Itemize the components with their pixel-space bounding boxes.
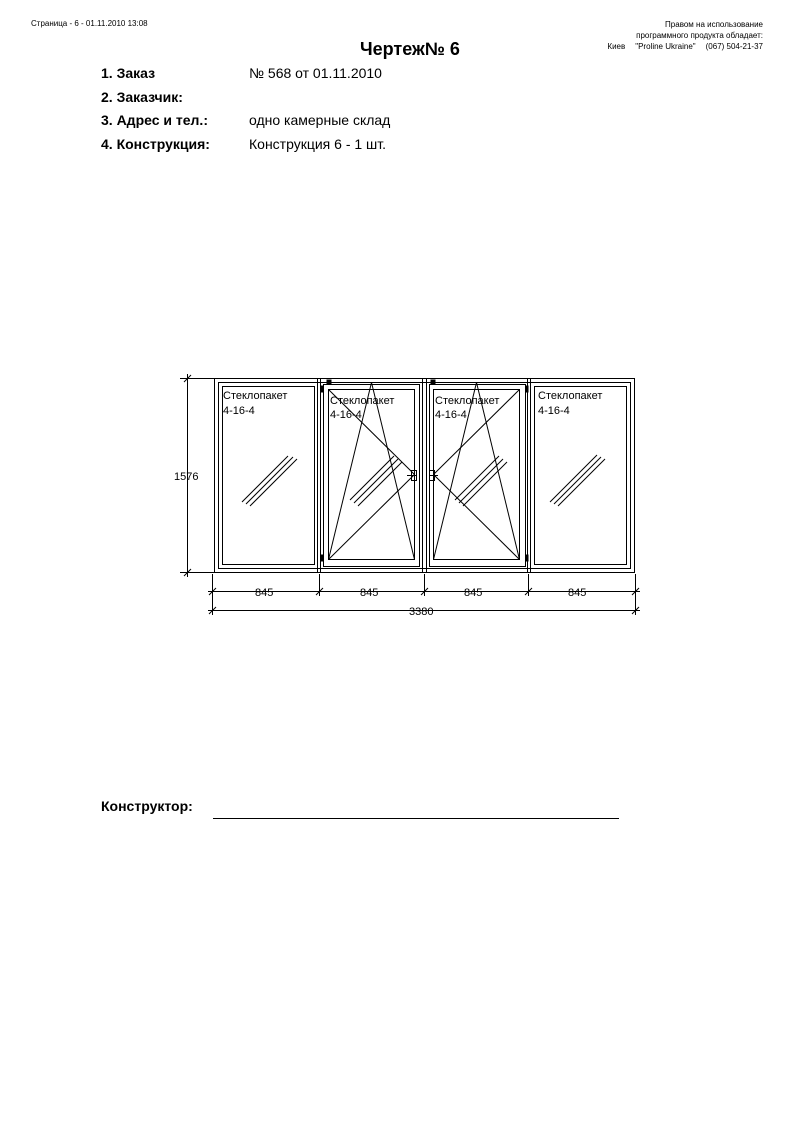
hinge-icons <box>321 380 528 561</box>
height-label: 1576 <box>174 471 199 483</box>
info-label: 3. Адрес и тел.: <box>101 112 208 128</box>
glass-hatch <box>550 455 605 506</box>
opening-line-turn <box>434 475 520 560</box>
copyright-phone: (067) 504-21-37 <box>705 42 763 51</box>
glass-name: Стеклопакет <box>223 390 288 402</box>
glass-spec: 4-16-4 <box>538 405 570 417</box>
info-label: 4. Конструкция: <box>101 135 210 152</box>
glass-spec: 4-16-4 <box>435 409 467 421</box>
glass-hatch <box>350 456 402 506</box>
mullions <box>318 379 531 573</box>
copyright-line-1: Правом на использование <box>665 20 763 29</box>
signature-line <box>213 818 619 819</box>
width-label: 845 <box>360 587 379 599</box>
glass-spec: 4-16-4 <box>223 405 255 417</box>
copyright-line-2: программного продукта обладает: <box>636 31 763 40</box>
glass-spec: 4-16-4 <box>330 409 362 421</box>
handle-icon <box>407 471 417 481</box>
width-label: 845 <box>568 587 587 599</box>
info-label: 1. Заказ <box>101 65 156 81</box>
glass-name: Стеклопакет <box>330 395 395 407</box>
info-value: Конструкция 6 - 1 шт. <box>249 135 387 152</box>
copyright-city: Киев <box>607 42 626 51</box>
glass-name: Стеклопакет <box>435 395 500 407</box>
document-title: Чертеж№ 6 <box>360 39 460 59</box>
page-info: Страница - 6 - 01.11.2010 13:08 <box>31 19 148 28</box>
signature-label: Конструктор: <box>101 798 193 814</box>
info-value: одно камерные склад <box>249 112 391 128</box>
glass-hatch <box>242 456 297 506</box>
info-label: 2. Заказчик: <box>101 88 183 105</box>
opening-line-turn <box>329 475 415 560</box>
width-label: 845 <box>464 587 483 599</box>
glass-name: Стеклопакет <box>538 390 603 402</box>
outer-frame <box>215 379 635 573</box>
copyright-company: "Proline Ukraine" <box>635 42 696 51</box>
total-width-label: 3380 <box>409 606 434 618</box>
info-value: № 568 от 01.11.2010 <box>249 65 382 81</box>
glass-hatch <box>455 456 507 506</box>
width-label: 845 <box>255 587 274 599</box>
